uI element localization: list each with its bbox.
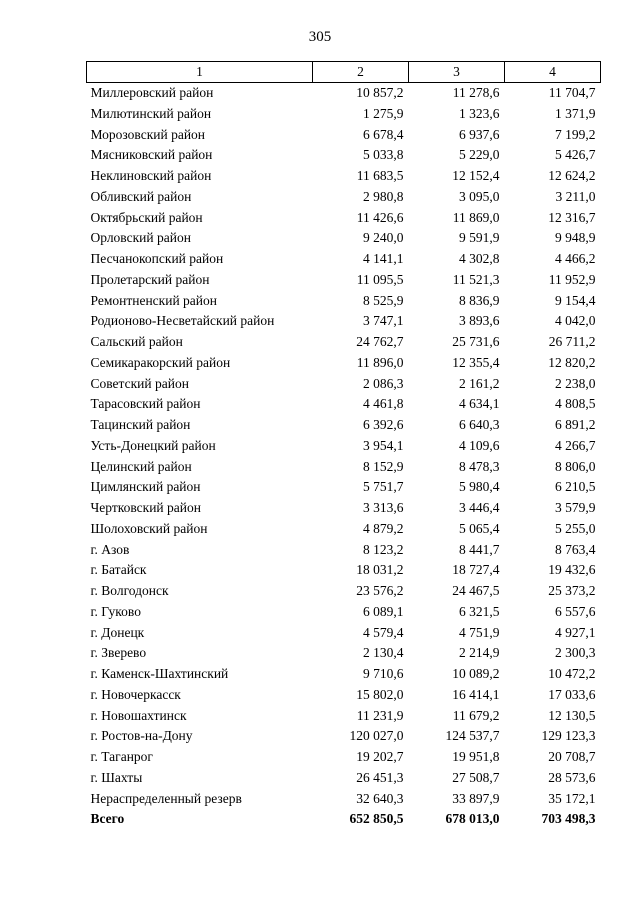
- row-value-col4: 3 211,0: [555, 188, 596, 204]
- column-header-1: 1: [87, 62, 313, 83]
- row-name: Тарасовский район: [90, 396, 201, 412]
- table-row: [87, 187, 601, 208]
- row-value-col3: 12 152,4: [452, 168, 500, 183]
- row-name: г. Каменск-Шахтинский: [90, 666, 229, 681]
- table-row: [87, 477, 601, 498]
- row-value-col4: 3 579,9: [555, 500, 596, 515]
- row-name: Мясниковский район: [90, 147, 213, 163]
- header-row: [87, 62, 601, 83]
- total-label: Всего: [90, 811, 125, 827]
- row-value-col3: 12 355,4: [452, 354, 500, 370]
- row-value-col3: 5 229,0: [459, 147, 500, 163]
- row-value-col2: 5 751,7: [363, 479, 404, 495]
- row-value-col3: 3 095,0: [459, 188, 500, 204]
- row-value-col4: 4 466,2: [555, 251, 596, 266]
- row-value-col3: 10 089,2: [452, 666, 500, 681]
- row-name: Родионово-Несветайский район: [90, 313, 275, 329]
- row-value-col3: 8 478,3: [459, 458, 500, 474]
- table-row: [87, 374, 601, 395]
- column-header-3: 3: [409, 62, 505, 83]
- row-name: г. Гуково: [90, 603, 141, 619]
- row-value-col4: 25 373,2: [548, 583, 596, 598]
- row-value-col2: 24 762,7: [356, 334, 404, 349]
- table-row: [87, 394, 601, 415]
- row-name: Сальский район: [90, 334, 183, 349]
- row-value-col3: 5 980,4: [459, 479, 500, 495]
- row-value-col4: 6 891,2: [555, 417, 596, 432]
- table-row: [87, 498, 601, 519]
- row-value-col3: 11 278,6: [452, 85, 500, 100]
- row-value-col4: 8 763,4: [555, 541, 596, 557]
- row-value-col3: 6 640,3: [459, 417, 500, 432]
- table-row: [87, 104, 601, 125]
- row-name: Тацинский район: [90, 417, 191, 432]
- row-value-col2: 6 678,4: [363, 126, 404, 142]
- row-name: г. Донецк: [90, 624, 145, 640]
- row-value-col2: 11 683,5: [356, 168, 404, 183]
- row-value-col4: 2 238,0: [555, 375, 596, 391]
- row-value-col3: 8 441,7: [459, 541, 500, 557]
- row-value-col2: 8 525,9: [363, 292, 404, 308]
- row-value-col3: 11 679,2: [452, 707, 500, 723]
- row-name: г. Новочеркасск: [90, 686, 181, 702]
- row-name: Шолоховский район: [90, 520, 208, 536]
- table-row: [87, 125, 601, 146]
- row-value-col4: 6 210,5: [555, 479, 596, 495]
- table-body: [87, 83, 601, 831]
- table-row: [87, 83, 601, 104]
- row-value-col3: 11 869,0: [452, 209, 500, 225]
- row-value-col2: 4 879,2: [363, 520, 404, 536]
- row-value-col3: 2 161,2: [459, 375, 500, 391]
- row-value-col2: 9 710,6: [363, 666, 404, 681]
- row-value-col2: 23 576,2: [356, 583, 404, 598]
- table-row: [87, 145, 601, 166]
- row-value-col3: 24 467,5: [452, 583, 500, 598]
- row-name: Усть-Донецкий район: [90, 437, 216, 453]
- row-name: Советский район: [90, 375, 189, 391]
- row-value-col3: 4 109,6: [459, 437, 500, 453]
- row-value-col2: 4 141,1: [363, 251, 404, 266]
- budget-table: [86, 61, 601, 830]
- row-value-col4: 11 952,9: [548, 271, 596, 287]
- table-row: [87, 436, 601, 457]
- table-row: [87, 768, 601, 789]
- table-row: [87, 664, 601, 685]
- table-row: [87, 623, 601, 644]
- row-value-col4: 10 472,2: [548, 666, 596, 681]
- row-value-col4: 1 371,9: [555, 105, 596, 121]
- row-value-col4: 28 573,6: [548, 769, 596, 785]
- row-name: Нераспределенный резерв: [90, 790, 242, 806]
- row-value-col3: 1 323,6: [459, 105, 500, 121]
- row-value-col2: 120 027,0: [349, 728, 404, 744]
- total-value-col4: 703 498,3: [541, 811, 596, 827]
- table-row: [87, 311, 601, 332]
- row-name: Морозовский район: [90, 126, 206, 142]
- row-value-col2: 32 640,3: [356, 790, 404, 806]
- row-value-col4: 17 033,6: [548, 686, 596, 702]
- row-value-col3: 25 731,6: [452, 334, 500, 349]
- row-value-col2: 9 240,0: [363, 230, 404, 246]
- row-name: Семикаракорский район: [90, 354, 231, 370]
- row-value-col4: 8 806,0: [555, 458, 596, 474]
- row-name: г. Шахты: [90, 769, 143, 785]
- row-value-col2: 18 031,2: [356, 562, 404, 578]
- row-value-col4: 9 948,9: [555, 230, 596, 246]
- column-header-2: 2: [313, 62, 409, 83]
- row-value-col3: 16 414,1: [452, 686, 500, 702]
- table-row: [87, 457, 601, 478]
- row-value-col4: 11 704,7: [548, 85, 596, 100]
- row-value-col2: 4 461,8: [363, 396, 404, 412]
- row-value-col3: 9 591,9: [459, 230, 500, 246]
- table-row: [87, 353, 601, 374]
- table-row: [87, 560, 601, 581]
- row-name: Песчанокопский район: [90, 251, 224, 266]
- total-value-col2: 652 850,5: [349, 811, 404, 827]
- table-row: [87, 643, 601, 664]
- row-value-col4: 20 708,7: [548, 749, 596, 764]
- row-value-col2: 3 954,1: [363, 437, 404, 453]
- row-value-col2: 10 857,2: [356, 85, 404, 100]
- row-value-col2: 11 426,6: [356, 209, 404, 225]
- row-name: Ремонтненский район: [90, 292, 217, 308]
- row-value-col2: 11 896,0: [356, 354, 404, 370]
- row-value-col3: 33 897,9: [452, 790, 500, 806]
- table-row: [87, 726, 601, 747]
- row-value-col4: 26 711,2: [548, 334, 596, 349]
- row-value-col2: 3 313,6: [363, 500, 404, 515]
- column-header-4: 4: [505, 62, 601, 83]
- row-name: Миллеровский район: [90, 85, 214, 100]
- row-value-col3: 4 751,9: [459, 624, 500, 640]
- row-value-col4: 4 266,7: [555, 437, 596, 453]
- row-name: Чертковский район: [90, 500, 201, 515]
- row-value-col2: 3 747,1: [363, 313, 404, 329]
- table-row: [87, 166, 601, 187]
- table-row: [87, 602, 601, 623]
- row-value-col3: 124 537,7: [445, 728, 500, 744]
- total-row: [87, 809, 601, 830]
- row-value-col2: 4 579,4: [363, 624, 404, 640]
- table-row: [87, 519, 601, 540]
- table-row: [87, 747, 601, 768]
- row-value-col3: 6 321,5: [459, 603, 500, 619]
- row-name: г. Ростов-на-Дону: [90, 728, 193, 744]
- row-value-col4: 4 808,5: [555, 396, 596, 412]
- row-value-col4: 6 557,6: [555, 603, 596, 619]
- row-value-col3: 6 937,6: [459, 126, 500, 142]
- row-name: г. Зверево: [90, 645, 147, 661]
- row-value-col4: 12 130,5: [548, 707, 596, 723]
- row-value-col3: 3 446,4: [459, 500, 500, 515]
- row-value-col3: 5 065,4: [459, 520, 500, 536]
- row-value-col3: 8 836,9: [459, 292, 500, 308]
- row-value-col4: 35 172,1: [548, 790, 596, 806]
- row-name: г. Новошахтинск: [90, 707, 187, 723]
- row-value-col2: 5 033,8: [363, 147, 404, 163]
- row-value-col3: 11 521,3: [452, 271, 500, 287]
- row-name: Октябрьский район: [90, 209, 203, 225]
- row-value-col2: 6 089,1: [363, 603, 404, 619]
- row-value-col4: 9 154,4: [555, 292, 596, 308]
- table-row: [87, 270, 601, 291]
- row-name: Пролетарский район: [90, 271, 210, 287]
- row-name: Цимлянский район: [90, 479, 201, 495]
- row-value-col4: 4 042,0: [555, 313, 596, 329]
- row-value-col2: 6 392,6: [363, 417, 404, 432]
- row-value-col4: 5 255,0: [555, 520, 596, 536]
- row-value-col4: 19 432,6: [548, 562, 596, 578]
- row-name: г. Волгодонск: [90, 583, 169, 598]
- row-name: г. Таганрог: [90, 749, 153, 764]
- total-value-col3: 678 013,0: [445, 811, 500, 827]
- table-row: [87, 540, 601, 561]
- row-value-col3: 3 893,6: [459, 313, 500, 329]
- row-value-col3: 4 302,8: [459, 251, 500, 266]
- row-value-col4: 129 123,3: [541, 728, 596, 744]
- table-header: [87, 62, 601, 83]
- page-number: 305: [308, 29, 332, 45]
- row-name: Орловский район: [90, 230, 191, 246]
- row-value-col3: 27 508,7: [452, 769, 500, 785]
- row-value-col2: 8 123,2: [363, 541, 404, 557]
- row-value-col2: 15 802,0: [356, 686, 404, 702]
- row-name: Неклиновский район: [90, 168, 212, 183]
- table-row: [87, 581, 601, 602]
- row-value-col3: 18 727,4: [452, 562, 500, 578]
- row-value-col4: 4 927,1: [555, 624, 596, 640]
- row-value-col3: 19 951,8: [452, 749, 500, 764]
- row-value-col2: 2 130,4: [363, 645, 404, 661]
- table-row: [87, 706, 601, 727]
- table-row: [87, 291, 601, 312]
- row-value-col4: 12 624,2: [548, 168, 596, 183]
- row-value-col2: 8 152,9: [363, 458, 404, 474]
- row-value-col4: 5 426,7: [555, 147, 596, 163]
- row-name: Обливский район: [90, 188, 192, 204]
- row-value-col2: 1 275,9: [363, 105, 404, 121]
- table-row: [87, 208, 601, 229]
- table-row: [87, 685, 601, 706]
- row-name: Целинский район: [90, 458, 192, 474]
- row-name: г. Азов: [90, 541, 130, 557]
- row-value-col2: 19 202,7: [356, 749, 404, 764]
- row-value-col2: 26 451,3: [356, 769, 404, 785]
- row-value-col4: 12 316,7: [548, 209, 596, 225]
- row-value-col3: 4 634,1: [459, 396, 500, 412]
- row-value-col2: 2 086,3: [363, 375, 404, 391]
- row-value-col4: 7 199,2: [555, 126, 596, 142]
- table-row: [87, 789, 601, 810]
- row-value-col4: 2 300,3: [555, 645, 596, 661]
- row-value-col2: 11 095,5: [356, 271, 404, 287]
- table-row: [87, 332, 601, 353]
- row-name: г. Батайск: [90, 562, 147, 578]
- row-value-col2: 2 980,8: [363, 188, 404, 204]
- table-row: [87, 249, 601, 270]
- table-row: [87, 415, 601, 436]
- row-value-col4: 12 820,2: [548, 354, 596, 370]
- row-name: Милютинский район: [90, 105, 212, 121]
- table-row: [87, 228, 601, 249]
- row-value-col3: 2 214,9: [459, 645, 500, 661]
- row-value-col2: 11 231,9: [356, 707, 404, 723]
